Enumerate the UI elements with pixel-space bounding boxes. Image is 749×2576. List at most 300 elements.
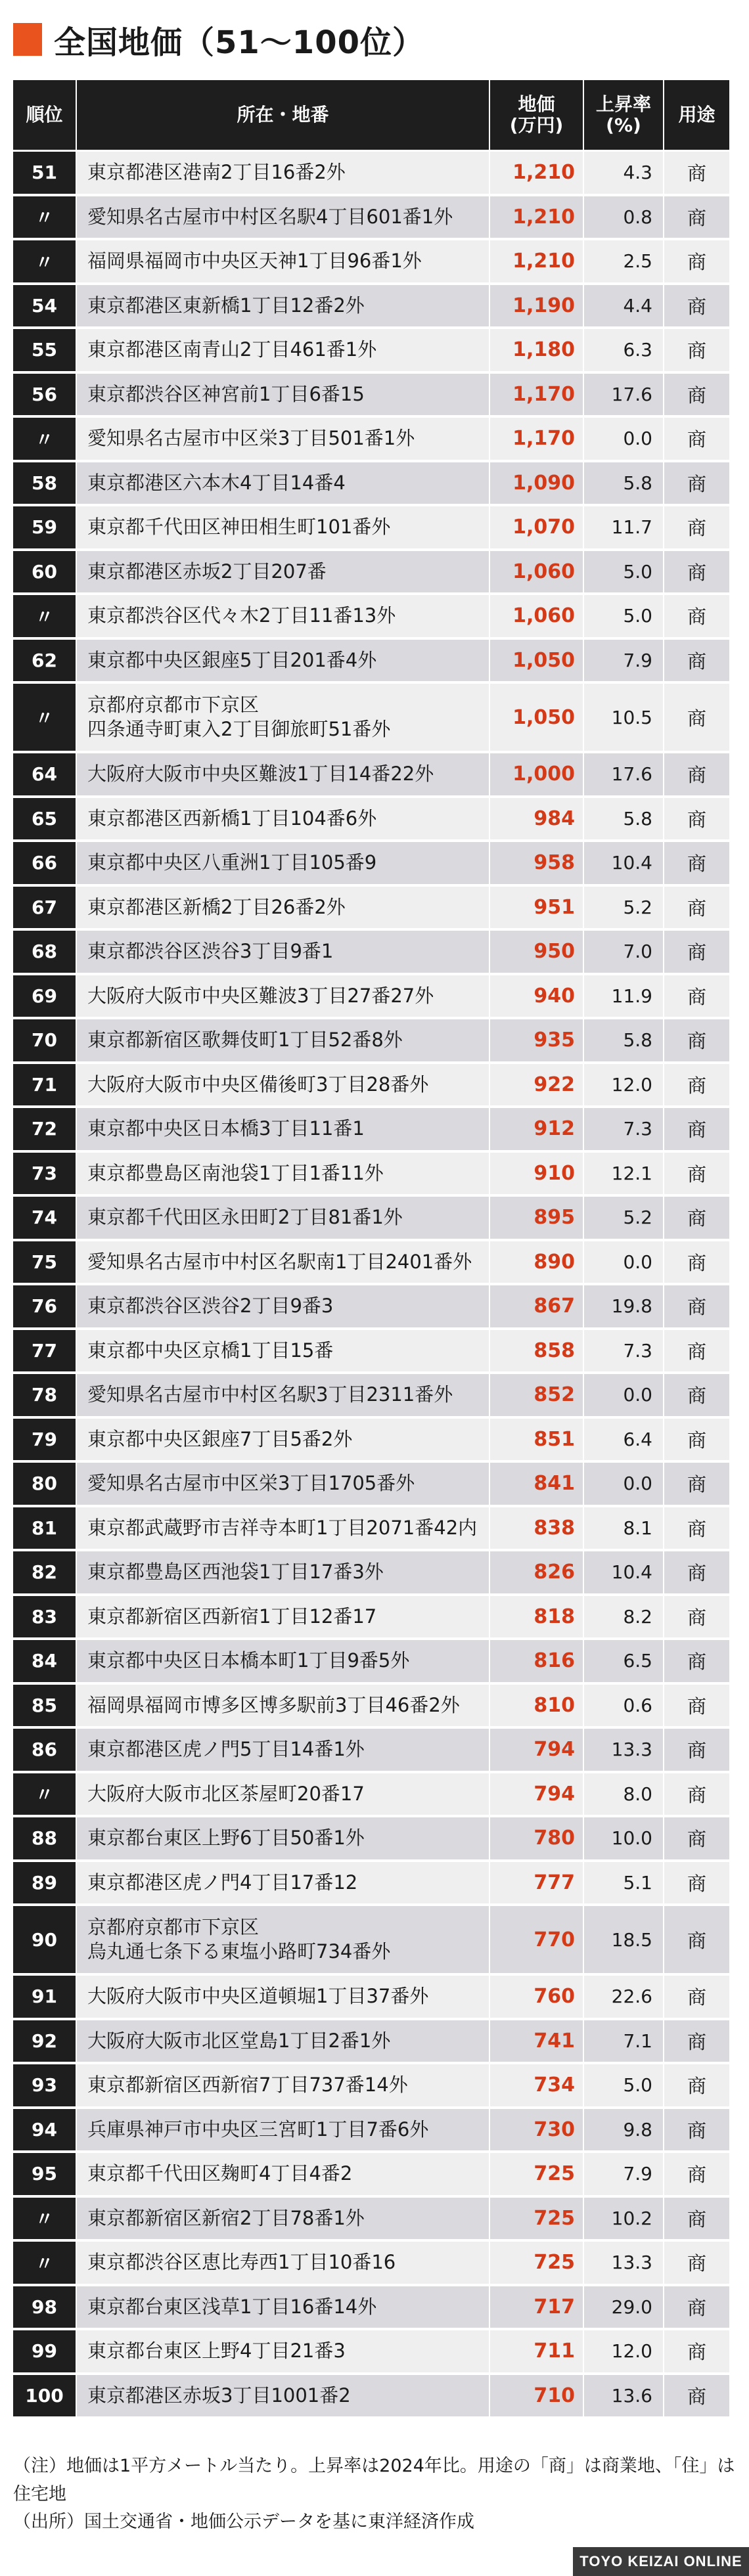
use-cell: 商 [664,1550,729,1595]
use-cell: 商 [664,1639,729,1683]
table-row [13,1195,729,1240]
use-cell: 商 [664,1974,729,2019]
footnote-source: （出所）国土交通省・地価公示データを基に東洋経済作成 [13,2512,474,2533]
price-cell: 1,170 [489,372,583,417]
rate-cell: 9.8 [583,2108,664,2152]
location-cell: 東京都豊島区南池袋1丁目1番11外 [76,1151,489,1196]
rate-cell: 29.0 [583,2285,664,2330]
use-cell: 商 [664,1063,729,1107]
location-cell: 東京都千代田区神田相生町101番外 [76,505,489,550]
table-row [13,2019,729,2064]
table-row [13,885,729,930]
use-cell: 商 [664,1816,729,1861]
rank-cell: 59 [13,505,76,550]
location-cell: 東京都港区虎ノ門5丁目14番1外 [76,1727,489,1772]
location-cell: 東京都港区南青山2丁目461番1外 [76,328,489,372]
use-cell: 商 [664,1195,729,1240]
location-cell: 東京都港区港南2丁目16番2外 [76,151,489,195]
table-row [13,284,729,328]
location-cell: 東京都千代田区永田町2丁目81番1外 [76,1195,489,1240]
rank-cell: 95 [13,2152,76,2196]
use-cell: 商 [664,752,729,797]
use-cell: 商 [664,151,729,195]
location-cell: 東京都台東区上野4丁目21番3 [76,2329,489,2374]
rate-cell: 10.0 [583,1816,664,1861]
use-cell: 商 [664,505,729,550]
table-row [13,1018,729,1063]
table-row [13,1550,729,1595]
location-cell: 東京都武蔵野市吉祥寺本町1丁目2071番42内 [76,1506,489,1551]
location-cell: 東京都港区西新橋1丁目104番6外 [76,797,489,841]
location-cell: 東京都中央区銀座5丁目201番4外 [76,638,489,683]
rate-cell: 8.2 [583,1595,664,1639]
rate-cell: 2.5 [583,239,664,284]
table-row [13,1284,729,1329]
rate-cell: 13.3 [583,1727,664,1772]
price-cell: 734 [489,2063,583,2108]
rank-cell: 60 [13,550,76,594]
table-row [13,2329,729,2374]
table-row [13,1329,729,1373]
use-cell: 商 [664,328,729,372]
rate-cell: 6.5 [583,1639,664,1683]
rate-cell: 7.9 [583,638,664,683]
rate-cell: 11.9 [583,974,664,1019]
table-row [13,1151,729,1196]
rate-cell: 0.0 [583,1373,664,1417]
use-cell: 商 [664,416,729,461]
rank-cell: 54 [13,284,76,328]
rank-cell: 67 [13,885,76,930]
table-row [13,1905,729,1974]
price-cell: 730 [489,2108,583,2152]
price-cell: 890 [489,1240,583,1285]
price-cell: 912 [489,1107,583,1151]
use-cell: 商 [664,550,729,594]
publisher-credit: TOYO KEIZAI ONLINE [573,2547,749,2576]
price-cell: 950 [489,929,583,974]
rank-cell: 74 [13,1195,76,1240]
table-row [13,1772,729,1817]
table-body [13,151,729,2418]
rank-cell: 62 [13,638,76,683]
table-row [13,195,729,240]
rate-cell: 4.4 [583,284,664,328]
rate-cell: 5.1 [583,1861,664,1905]
location-cell: 東京都台東区上野6丁目50番1外 [76,1816,489,1861]
location-cell: 福岡県福岡市博多区博多駅前3丁目46番2外 [76,1683,489,1728]
table-row [13,638,729,683]
location-cell: 東京都港区赤坂3丁目1001番2 [76,2374,489,2418]
header-location: 所在・地番 [76,80,489,151]
title-accent-square [13,23,42,56]
location-cell: 東京都渋谷区代々木2丁目11番13外 [76,594,489,638]
price-cell: 1,060 [489,594,583,638]
rate-cell: 5.0 [583,550,664,594]
rank-cell: 82 [13,1550,76,1595]
price-cell: 770 [489,1905,583,1974]
location-cell: 大阪府大阪市北区茶屋町20番17 [76,1772,489,1817]
rank-cell: 70 [13,1018,76,1063]
rank-cell: 〃 [13,195,76,240]
use-cell: 商 [664,929,729,974]
location-cell: 東京都渋谷区渋谷2丁目9番3 [76,1284,489,1329]
location-cell: 東京都港区新橋2丁目26番2外 [76,885,489,930]
table-row [13,550,729,594]
use-cell: 商 [664,2240,729,2285]
location-cell: 福岡県福岡市中央区天神1丁目96番1外 [76,239,489,284]
table-row [13,1683,729,1728]
table-row [13,752,729,797]
price-cell: 717 [489,2285,583,2330]
rank-cell: 88 [13,1816,76,1861]
location-cell: 愛知県名古屋市中村区名駅3丁目2311番外 [76,1373,489,1417]
price-cell: 910 [489,1151,583,1196]
rank-cell: 71 [13,1063,76,1107]
footnote-note: （注）地価は1平方メートル当たり。上昇率は2024年比。用途の「商」は商業地、「住」は住宅地 [13,2456,735,2504]
price-cell: 1,180 [489,328,583,372]
rank-cell: 〃 [13,1772,76,1817]
rate-cell: 0.0 [583,1461,664,1506]
use-cell: 商 [664,1683,729,1728]
price-cell: 841 [489,1461,583,1506]
rate-cell: 8.1 [583,1506,664,1551]
table-row [13,2108,729,2152]
rate-cell: 7.1 [583,2019,664,2064]
rank-cell: 86 [13,1727,76,1772]
location-cell: 東京都中央区日本橋3丁目11番1 [76,1107,489,1151]
price-cell: 1,050 [489,638,583,683]
rate-cell: 5.8 [583,1018,664,1063]
price-cell: 810 [489,1683,583,1728]
table-header-row [13,80,729,151]
rate-cell: 19.8 [583,1284,664,1329]
location-cell: 大阪府大阪市中央区難波1丁目14番22外 [76,752,489,797]
rate-cell: 22.6 [583,1974,664,2019]
location-cell: 東京都新宿区西新宿7丁目737番14外 [76,2063,489,2108]
rank-cell: 〃 [13,416,76,461]
use-cell: 商 [664,638,729,683]
land-price-table [13,80,729,2419]
location-cell: 東京都港区赤坂2丁目207番 [76,550,489,594]
location-cell: 大阪府大阪市北区堂島1丁目2番1外 [76,2019,489,2064]
title-bar [0,0,749,79]
price-cell: 922 [489,1063,583,1107]
use-cell: 商 [664,1018,729,1063]
rate-cell: 13.6 [583,2374,664,2418]
price-cell: 780 [489,1816,583,1861]
use-cell: 商 [664,195,729,240]
table-row [13,1727,729,1772]
footnotes [13,2453,736,2537]
location-cell: 東京都渋谷区神宮前1丁目6番15 [76,372,489,417]
use-cell: 商 [664,1772,729,1817]
use-cell: 商 [664,594,729,638]
header-price: 地価 (万円) [489,80,583,151]
header-rank: 順位 [13,80,76,151]
rank-cell: 98 [13,2285,76,2330]
table-row [13,2196,729,2241]
rank-cell: 〃 [13,239,76,284]
rate-cell: 11.7 [583,505,664,550]
rate-cell: 17.6 [583,372,664,417]
price-cell: 1,210 [489,195,583,240]
price-cell: 1,060 [489,550,583,594]
rate-cell: 12.0 [583,1063,664,1107]
use-cell: 商 [664,1461,729,1506]
rank-cell: 73 [13,1151,76,1196]
rate-cell: 7.0 [583,929,664,974]
use-cell: 商 [664,841,729,885]
price-cell: 1,170 [489,416,583,461]
price-cell: 741 [489,2019,583,2064]
use-cell: 商 [664,2374,729,2418]
page-title: 全国地価（51〜100位） [54,24,424,61]
rate-cell: 10.2 [583,2196,664,2241]
price-cell: 1,090 [489,461,583,506]
price-cell: 940 [489,974,583,1019]
rank-cell: 85 [13,1683,76,1728]
price-cell: 826 [489,1550,583,1595]
table-row [13,2374,729,2418]
location-cell: 東京都新宿区歌舞伎町1丁目52番8外 [76,1018,489,1063]
rate-cell: 5.0 [583,594,664,638]
price-cell: 818 [489,1595,583,1639]
location-cell: 東京都新宿区西新宿1丁目12番17 [76,1595,489,1639]
use-cell: 商 [664,239,729,284]
table-row [13,1861,729,1905]
rank-cell: 65 [13,797,76,841]
rate-cell: 0.8 [583,195,664,240]
rate-cell: 0.0 [583,1240,664,1285]
table-row [13,1240,729,1285]
use-cell: 商 [664,1151,729,1196]
price-cell: 935 [489,1018,583,1063]
rank-cell: 〃 [13,2196,76,2241]
table-row [13,1107,729,1151]
rank-cell: 84 [13,1639,76,1683]
table-row [13,2152,729,2196]
rank-cell: 51 [13,151,76,195]
rank-cell: 92 [13,2019,76,2064]
price-cell: 984 [489,797,583,841]
use-cell: 商 [664,2019,729,2064]
rate-cell: 12.1 [583,1151,664,1196]
price-cell: 851 [489,1417,583,1462]
price-cell: 760 [489,1974,583,2019]
use-cell: 商 [664,974,729,1019]
rank-cell: 〃 [13,2240,76,2285]
rate-cell: 10.4 [583,841,664,885]
rate-cell: 5.2 [583,1195,664,1240]
use-cell: 商 [664,1861,729,1905]
use-cell: 商 [664,461,729,506]
table-row [13,328,729,372]
table-row [13,974,729,1019]
use-cell: 商 [664,2152,729,2196]
location-cell: 愛知県名古屋市中村区名駅南1丁目2401番外 [76,1240,489,1285]
rank-cell: 58 [13,461,76,506]
table-row [13,2240,729,2285]
price-cell: 710 [489,2374,583,2418]
rate-cell: 6.3 [583,328,664,372]
table-row [13,1595,729,1639]
price-cell: 794 [489,1727,583,1772]
rank-cell: 64 [13,752,76,797]
rank-cell: 69 [13,974,76,1019]
use-cell: 商 [664,1595,729,1639]
location-cell: 東京都港区虎ノ門4丁目17番12 [76,1861,489,1905]
table-row [13,1816,729,1861]
location-cell: 京都府京都市下京区 四条通寺町東入2丁目御旅町51番外 [76,682,489,752]
rank-cell: 89 [13,1861,76,1905]
rank-cell: 80 [13,1461,76,1506]
location-cell: 東京都新宿区新宿2丁目78番1外 [76,2196,489,2241]
rate-cell: 8.0 [583,1772,664,1817]
rank-cell: 78 [13,1373,76,1417]
table-row [13,416,729,461]
location-cell: 東京都渋谷区恵比寿西1丁目10番16 [76,2240,489,2285]
use-cell: 商 [664,885,729,930]
rank-cell: 68 [13,929,76,974]
location-cell: 東京都千代田区麹町4丁目4番2 [76,2152,489,2196]
rate-cell: 7.9 [583,2152,664,2196]
header-use: 用途 [664,80,729,151]
rank-cell: 81 [13,1506,76,1551]
table-row [13,1974,729,2019]
rank-cell: 83 [13,1595,76,1639]
location-cell: 東京都中央区八重洲1丁目105番9 [76,841,489,885]
rank-cell: 77 [13,1329,76,1373]
rank-cell: 76 [13,1284,76,1329]
use-cell: 商 [664,1240,729,1285]
table-row [13,372,729,417]
price-cell: 867 [489,1284,583,1329]
use-cell: 商 [664,1284,729,1329]
rate-cell: 5.2 [583,885,664,930]
rate-cell: 18.5 [583,1905,664,1974]
price-cell: 1,210 [489,239,583,284]
use-cell: 商 [664,2329,729,2374]
table-row [13,841,729,885]
use-cell: 商 [664,284,729,328]
use-cell: 商 [664,372,729,417]
table-row [13,239,729,284]
use-cell: 商 [664,1417,729,1462]
rate-cell: 0.0 [583,416,664,461]
table-row [13,461,729,506]
rank-cell: 94 [13,2108,76,2152]
rank-cell: 100 [13,2374,76,2418]
rate-cell: 4.3 [583,151,664,195]
price-cell: 1,000 [489,752,583,797]
rank-cell: 〃 [13,682,76,752]
table-row [13,1417,729,1462]
price-cell: 951 [489,885,583,930]
use-cell: 商 [664,682,729,752]
table-row [13,2285,729,2330]
location-cell: 大阪府大阪市中央区備後町3丁目28番外 [76,1063,489,1107]
location-cell: 東京都中央区銀座7丁目5番2外 [76,1417,489,1462]
table-row [13,1639,729,1683]
location-cell: 東京都中央区京橋1丁目15番 [76,1329,489,1373]
price-cell: 858 [489,1329,583,1373]
use-cell: 商 [664,1506,729,1551]
use-cell: 商 [664,1329,729,1373]
price-cell: 838 [489,1506,583,1551]
rank-cell: 55 [13,328,76,372]
location-cell: 東京都港区東新橋1丁目12番2外 [76,284,489,328]
price-cell: 1,050 [489,682,583,752]
location-cell: 大阪府大阪市中央区道頓堀1丁目37番外 [76,1974,489,2019]
table-row [13,505,729,550]
price-cell: 725 [489,2152,583,2196]
table-row [13,1373,729,1417]
rank-cell: 99 [13,2329,76,2374]
use-cell: 商 [664,2108,729,2152]
table-row [13,594,729,638]
location-cell: 大阪府大阪市中央区難波3丁目27番27外 [76,974,489,1019]
rate-cell: 12.0 [583,2329,664,2374]
rank-cell: 66 [13,841,76,885]
use-cell: 商 [664,1373,729,1417]
location-cell: 兵庫県神戸市中央区三宮町1丁目7番6外 [76,2108,489,2152]
rate-cell: 5.0 [583,2063,664,2108]
rank-cell: 72 [13,1107,76,1151]
table-row [13,1461,729,1506]
use-cell: 商 [664,1107,729,1151]
location-cell: 東京都台東区浅草1丁目16番14外 [76,2285,489,2330]
location-cell: 愛知県名古屋市中区栄3丁目1705番外 [76,1461,489,1506]
location-cell: 東京都渋谷区渋谷3丁目9番1 [76,929,489,974]
table-row [13,1506,729,1551]
rank-cell: 〃 [13,594,76,638]
use-cell: 商 [664,2196,729,2241]
price-cell: 958 [489,841,583,885]
table-row [13,682,729,752]
rate-cell: 5.8 [583,461,664,506]
rate-cell: 6.4 [583,1417,664,1462]
rank-cell: 90 [13,1905,76,1974]
price-cell: 794 [489,1772,583,1817]
price-cell: 711 [489,2329,583,2374]
rank-cell: 56 [13,372,76,417]
rank-cell: 91 [13,1974,76,2019]
location-cell: 愛知県名古屋市中村区名駅4丁目601番1外 [76,195,489,240]
location-cell: 愛知県名古屋市中区栄3丁目501番1外 [76,416,489,461]
rate-cell: 0.6 [583,1683,664,1728]
table-row [13,929,729,974]
location-cell: 東京都港区六本木4丁目14番4 [76,461,489,506]
rate-cell: 17.6 [583,752,664,797]
price-cell: 725 [489,2240,583,2285]
table-row [13,2063,729,2108]
table-row [13,1063,729,1107]
use-cell: 商 [664,2063,729,2108]
location-cell: 東京都豊島区西池袋1丁目17番3外 [76,1550,489,1595]
rate-cell: 13.3 [583,2240,664,2285]
rate-cell: 7.3 [583,1107,664,1151]
price-cell: 1,210 [489,151,583,195]
price-cell: 852 [489,1373,583,1417]
table-row [13,151,729,195]
price-cell: 1,070 [489,505,583,550]
use-cell: 商 [664,2285,729,2330]
price-cell: 816 [489,1639,583,1683]
header-rate: 上昇率 (%) [583,80,664,151]
table-row [13,797,729,841]
rate-cell: 10.4 [583,1550,664,1595]
